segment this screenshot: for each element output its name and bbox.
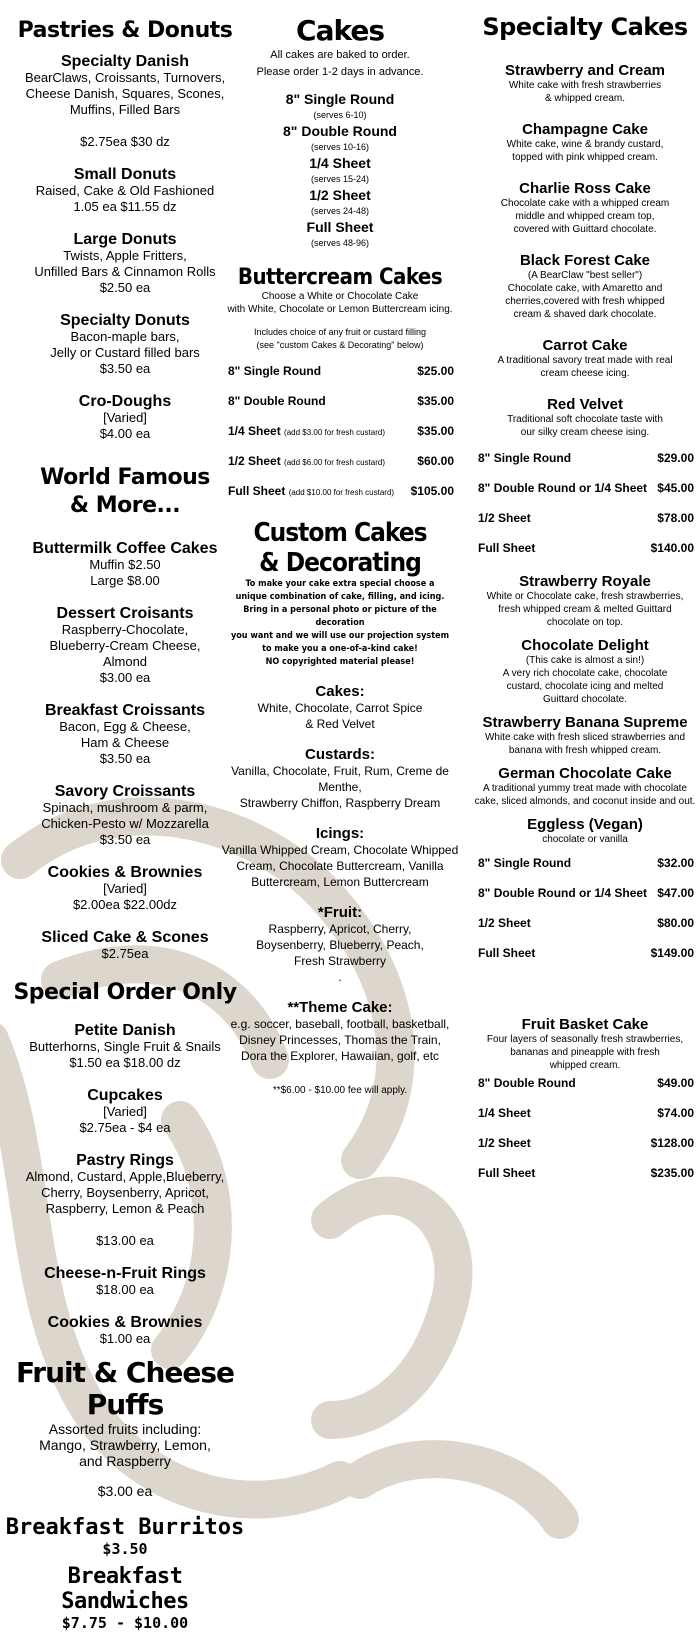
size-label	[228, 454, 385, 468]
size-label	[478, 886, 647, 900]
price-row	[470, 856, 700, 886]
custom-option	[220, 683, 460, 732]
size-label	[228, 364, 321, 378]
item-title: Small Donuts	[73, 166, 177, 184]
cake-description: White or Chocolate cake, fresh strawberries,	[486, 590, 684, 602]
option-title: **Theme Cake:	[287, 999, 393, 1017]
price-row	[470, 1136, 700, 1166]
size-name: 1/2 Sheet	[478, 915, 531, 930]
size-price: $29.00	[657, 450, 694, 465]
item-title: Cheese-n-Fruit Rings	[44, 1264, 206, 1282]
option-description: Cream, Chocolate Buttercream, Vanilla	[236, 859, 444, 874]
option-description: Vanilla Whipped Cream, Chocolate Whipped	[221, 843, 459, 858]
price-row	[470, 886, 700, 916]
theme-fee-note: **$6.00 - $10.00 fee will apply.	[272, 1085, 408, 1097]
cake-item	[470, 637, 700, 706]
item-price: $18.00 ea	[96, 1281, 154, 1297]
cake-title: German Chocolate Cake	[498, 764, 672, 782]
cake-description: whipped cream.	[549, 1059, 621, 1071]
option-description: Vanilla, Chocolate, Fruit, Rum, Creme de Menthe,	[231, 764, 449, 795]
custom-note-line: you want and we will use our projection system	[230, 631, 450, 642]
custom-note-line: unique combination of cake, filling, and icing.	[235, 592, 445, 603]
cake-item	[470, 1016, 700, 1072]
cake-description: Chocolate cake with a whipped cream	[500, 197, 670, 209]
item-title: Petite Danish	[74, 1021, 176, 1039]
menu-item	[0, 702, 250, 767]
size-name: 1/2 Sheet	[309, 186, 371, 203]
size-name: Full Sheet	[478, 945, 536, 960]
size-label	[478, 541, 535, 555]
heading-line: Custom Cakes	[253, 518, 427, 549]
size-price: $128.00	[650, 1135, 694, 1150]
size-price: $49.00	[657, 1075, 694, 1090]
custom-option	[220, 999, 460, 1064]
item-price: $2.00ea $22.00dz	[72, 897, 178, 913]
cake-description: A very rich chocolate cake, chocolate	[502, 667, 668, 679]
size-price: $35.00	[417, 424, 454, 439]
size-price: $80.00	[657, 915, 694, 930]
item-description: Muffin $2.50	[89, 557, 161, 573]
size-label	[478, 1136, 531, 1150]
cake-description: bananas and pineapple with fresh	[510, 1046, 660, 1058]
buttercream-note-line: Choose a White or Chocolate Cake	[261, 291, 419, 303]
cake-description: A traditional yummy treat made with chocolate	[483, 782, 687, 794]
menu-item	[0, 929, 250, 962]
breakfast-burritos	[0, 1515, 250, 1558]
item-price: $2.75ea - $4 ea	[79, 1119, 171, 1135]
item-price: $7.75 - $10.00	[61, 1614, 189, 1633]
size-price: $105.00	[410, 484, 454, 499]
size-serves: (serves 24-48)	[310, 205, 370, 216]
cake-description: chocolate on top.	[546, 616, 624, 628]
buttercream-note-line: Includes choice of any fruit or custard filling	[253, 327, 427, 338]
middle-column	[220, 0, 460, 1097]
menu-item	[0, 231, 250, 296]
menu-item	[0, 393, 250, 442]
item-price: $3.50	[102, 1539, 148, 1558]
item-title: Cookies & Brownies	[47, 1313, 203, 1331]
price-row	[470, 1166, 700, 1196]
option-description: & Red Velvet	[305, 717, 375, 732]
item-description: Muffins, Filled Bars	[69, 102, 181, 118]
size-price: $149.00	[650, 945, 694, 960]
size-price: $32.00	[657, 855, 694, 870]
cake-title: Strawberry Royale	[519, 572, 651, 590]
cake-description: banana with fresh whipped cream.	[508, 744, 662, 756]
custom-note-line: Bring in a personal photo or picture of the decoration	[243, 605, 437, 629]
option-description: e.g. soccer, baseball, football, basketball,	[230, 1017, 450, 1032]
item-description: Almond	[102, 654, 148, 670]
size-label	[478, 1076, 576, 1090]
cake-description: cream & shaved dark chocolate.	[513, 308, 657, 320]
size-label	[478, 946, 535, 960]
menu-item	[0, 312, 250, 377]
option-title: Icings:	[315, 825, 365, 843]
price-row	[220, 484, 460, 514]
item-description: Spinach, mushroom & parm,	[42, 800, 208, 816]
cake-description: White cake with fresh strawberries	[508, 79, 662, 91]
menu-item	[0, 1152, 250, 1249]
item-price: $13.00 ea	[96, 1232, 154, 1248]
cake-item	[470, 765, 700, 808]
item-price: $3.50 ea	[99, 751, 151, 767]
cake-description: cake, sliced almonds, and coconut inside and out.	[474, 795, 696, 807]
fruit-cheese-puffs	[0, 1357, 250, 1499]
item-price: $2.50 ea	[99, 280, 151, 296]
custom-option	[220, 904, 460, 985]
price-row	[470, 1076, 700, 1106]
cake-item	[470, 396, 700, 439]
cake-description: chocolate or vanilla	[542, 833, 628, 845]
size-label	[478, 856, 571, 870]
cake-title: Black Forest Cake	[519, 251, 651, 269]
item-description: Raised, Cake & Old Fashioned	[35, 183, 215, 199]
custom-option	[220, 746, 460, 811]
item-title: Cro-Doughs	[78, 393, 172, 411]
item-price: $3.00 ea	[97, 1482, 153, 1499]
cake-title: Red Velvet	[547, 395, 623, 413]
menu-item	[0, 1087, 250, 1136]
size-price: $47.00	[657, 885, 694, 900]
item-description: BearClaws, Croissants, Turnovers,	[24, 70, 226, 86]
size-name: 1/2 Sheet	[228, 454, 281, 469]
cake-description: Four layers of seasonally fresh strawberries,	[486, 1033, 684, 1045]
item-description: and Raspberry	[79, 1452, 171, 1469]
fruit-basket-price-list	[470, 1076, 700, 1196]
size-name: 8" Single Round	[478, 855, 572, 870]
item-price: $4.00 ea	[99, 426, 151, 442]
section-heading-buttercream: Buttercream Cakes	[237, 264, 443, 290]
menu-item	[0, 605, 250, 686]
specialty-price-list-1	[470, 451, 700, 571]
size-name: Full Sheet	[478, 540, 536, 555]
price-row	[470, 511, 700, 541]
size-serves: (serves 10-16)	[310, 141, 370, 152]
menu-item	[0, 864, 250, 913]
title-line: Fruit & Cheese	[15, 1355, 235, 1389]
item-description: Mango, Strawberry, Lemon,	[39, 1436, 211, 1453]
item-description: Ham & Cheese	[80, 735, 170, 751]
size-name: 8" Double Round or 1/4 Sheet	[478, 480, 648, 495]
item-title: Buttermilk Coffee Cakes	[32, 540, 218, 558]
size-note: (add $6.00 for fresh custard)	[284, 458, 385, 468]
size-name: 8" Double Round	[478, 1075, 576, 1090]
option-description: Boysenberry, Blueberry, Peach,	[256, 938, 424, 953]
size-price: $35.00	[417, 394, 454, 409]
cake-item	[470, 337, 700, 380]
option-title: *Fruit:	[317, 904, 363, 922]
custom-note-line: To make your cake extra special choose a	[245, 579, 435, 590]
item-description: Blueberry-Cream Cheese,	[49, 638, 201, 654]
item-description: Bacon, Egg & Cheese,	[59, 719, 191, 735]
size-price: $140.00	[650, 540, 694, 555]
price-row	[470, 541, 700, 571]
size-price: $74.00	[657, 1105, 694, 1120]
size-name: 1/4 Sheet	[478, 1105, 531, 1120]
heading-line: World Famous	[40, 465, 210, 491]
item-title: Specialty Donuts	[60, 312, 190, 330]
cake-title: Champagne Cake	[522, 120, 648, 138]
option-description: White, Chocolate, Carrot Spice	[257, 701, 423, 716]
cake-title: Strawberry Banana Supreme	[482, 713, 688, 731]
size-name: Full Sheet	[228, 484, 286, 499]
price-row	[220, 424, 460, 454]
section-heading-special-order: Special Order Only	[13, 980, 237, 1006]
size-name: Full Sheet	[478, 1165, 536, 1180]
right-column	[470, 0, 700, 1196]
price-row	[220, 364, 460, 394]
price-row	[470, 946, 700, 976]
item-title: Breakfast Croissants	[44, 702, 206, 720]
menu-item	[0, 166, 250, 215]
item-description: [Varied]	[103, 881, 147, 897]
option-description: Strawberry Chiffon, Raspberry Dream	[239, 796, 441, 811]
option-description: Buttercream, Lemon Buttercream	[251, 875, 429, 890]
item-price: $3.50 ea	[99, 361, 151, 377]
price-row	[220, 394, 460, 424]
size-name: 8" Single Round	[228, 364, 322, 379]
cake-description: (This cake is almost a sin!)	[525, 654, 645, 666]
size-label	[478, 511, 531, 525]
cake-description: & whipped cream.	[544, 92, 626, 104]
size-name: Full Sheet	[306, 218, 374, 235]
item-description: Cheese Danish, Squares, Scones,	[25, 86, 225, 102]
custom-note-line: to make you a one-of-a-kind cake!	[262, 644, 418, 655]
size-label	[478, 1166, 535, 1180]
cake-description: White cake, wine & brandy custard,	[506, 138, 664, 150]
item-title: Sliced Cake & Scones	[41, 929, 209, 947]
option-description: Dora the Explorer, Hawaiian, golf, etc	[240, 1049, 440, 1064]
item-description: Chicken-Pesto w/ Mozzarella	[41, 816, 209, 832]
buttercream-note-line: with White, Chocolate or Lemon Buttercream icing.	[227, 304, 453, 316]
cake-title: Strawberry and Cream	[504, 61, 666, 79]
cake-description: cream cheese icing.	[540, 367, 630, 379]
item-description: Bacon-maple bars,	[70, 329, 180, 345]
item-description: Raspberry, Lemon & Peach	[45, 1200, 205, 1216]
size-serves: (serves 48-96)	[310, 237, 370, 248]
size-price: $78.00	[657, 510, 694, 525]
cake-description: fresh whipped cream & melted Guittard	[498, 603, 672, 615]
menu-item	[0, 1314, 250, 1347]
size-label	[478, 481, 647, 495]
size-price: $45.00	[657, 480, 694, 495]
option-title: Cakes:	[315, 683, 365, 701]
size-label	[478, 916, 531, 930]
custom-note-line: NO copyrighted material please!	[265, 657, 415, 668]
cake-description: our silky cream cheese ising.	[520, 426, 650, 438]
size-name: 8" Single Round	[478, 450, 572, 465]
size-name: 1/2 Sheet	[478, 510, 531, 525]
custom-option	[220, 825, 460, 890]
item-description: Almond, Custard, Apple,Blueberry,	[25, 1168, 225, 1184]
price-row	[470, 1106, 700, 1136]
price-row	[470, 481, 700, 511]
section-heading-custom-cakes	[220, 518, 460, 578]
section-heading-world-famous	[0, 464, 250, 520]
size-serves: (serves 6-10)	[313, 109, 367, 120]
cake-item	[470, 714, 700, 757]
item-description: Twists, Apple Fritters,	[63, 248, 187, 264]
item-title	[0, 1357, 250, 1421]
item-description: Butterhorns, Single Fruit & Snails	[29, 1038, 221, 1054]
item-description: Raspberry-Chocolate,	[61, 622, 189, 638]
cake-description: middle and whipped cream top,	[515, 210, 655, 222]
size-note: (add $3.00 for fresh custard)	[284, 428, 385, 438]
size-serves: (serves 15-24)	[310, 173, 370, 184]
item-description: [Varied]	[103, 410, 147, 426]
item-title: Cupcakes	[87, 1086, 163, 1104]
section-heading-specialty-cakes: Specialty Cakes	[482, 13, 688, 41]
cake-title: Chocolate Delight	[521, 636, 649, 654]
size-label	[228, 394, 326, 408]
cake-description: (A BearClaw "best seller")	[527, 269, 643, 281]
cake-description: cherries,covered with fresh whipped	[505, 295, 665, 307]
size-name: 1/4 Sheet	[228, 424, 281, 439]
item-price: 1.05 ea $11.55 dz	[73, 199, 177, 215]
item-title: Breakfast Sandwiches	[61, 1563, 189, 1615]
cakes-note-line: All cakes are baked to order.	[270, 48, 410, 61]
menu-item	[0, 1022, 250, 1071]
cake-item	[470, 180, 700, 236]
size-price: $60.00	[417, 454, 454, 469]
size-name: 1/2 Sheet	[478, 1135, 531, 1150]
item-title: Cookies & Brownies	[47, 864, 203, 882]
item-price: $2.75ea	[101, 946, 149, 962]
option-description: Disney Princesses, Thomas the Train,	[239, 1033, 441, 1048]
size-price: $235.00	[650, 1165, 694, 1180]
item-title: Savory Croissants	[54, 783, 196, 801]
menu-item	[0, 783, 250, 848]
cake-description: Guittard chocolate.	[543, 693, 627, 705]
item-description: [Varied]	[103, 1103, 147, 1119]
cake-item	[470, 816, 700, 846]
item-description: Large $8.00	[90, 573, 160, 589]
heading-line: & Decorating	[259, 548, 421, 579]
cake-title: Fruit Basket Cake	[521, 1015, 649, 1033]
item-description: Jelly or Custard filled bars	[50, 345, 200, 361]
cake-description: White cake with fresh sliced strawberries and	[484, 731, 686, 743]
heading-line: & More...	[69, 493, 181, 519]
buttercream-price-list	[220, 364, 460, 514]
menu-item	[0, 53, 250, 150]
item-description: Assorted fruits including:	[48, 1420, 202, 1437]
cake-description: topped with pink whipped cream.	[512, 151, 658, 163]
buttercream-note-line: (see "custom Cakes & Decorating" below)	[256, 340, 424, 351]
size-label	[478, 451, 571, 465]
option-description: Raspberry, Apricot, Cherry,	[268, 922, 412, 937]
size-label	[478, 1106, 531, 1120]
item-price: $2.75ea $30 dz	[80, 134, 170, 150]
item-price: $3.00 ea	[99, 670, 151, 686]
item-title: Breakfast Burritos	[5, 1514, 245, 1540]
item-price: $3.50 ea	[99, 832, 151, 848]
price-row	[470, 916, 700, 946]
section-heading-cakes: Cakes	[296, 14, 384, 47]
size-name: 8" Double Round	[228, 394, 326, 409]
left-column	[0, 0, 250, 1632]
specialty-price-list-2	[470, 856, 700, 976]
option-description: .	[338, 970, 342, 985]
size-name: 8" Double Round	[283, 122, 397, 139]
cake-description: Chocolate cake, with Amaretto and	[507, 282, 663, 294]
cake-description: custard, chocolate icing and melted	[506, 680, 664, 692]
title-line: Puffs	[86, 1387, 164, 1421]
size-price: $25.00	[417, 364, 454, 379]
size-label	[228, 424, 385, 438]
item-description: Cherry, Boysenberry, Apricot,	[41, 1184, 209, 1200]
item-title: Specialty Danish	[60, 53, 190, 71]
cake-title: Charlie Ross Cake	[519, 179, 651, 197]
menu-item	[0, 540, 250, 589]
cake-item	[470, 252, 700, 321]
item-title: Large Donuts	[73, 231, 177, 249]
cake-description: covered with Guittard chocolate.	[513, 223, 657, 235]
item-price: $1.50 ea $18.00 dz	[69, 1054, 181, 1070]
section-heading-pastries: Pastries & Donuts	[17, 18, 233, 43]
cake-description: A traditional savory treat made with real	[497, 354, 673, 366]
item-price: $1.00 ea	[99, 1330, 151, 1346]
item-title: Pastry Rings	[76, 1151, 174, 1169]
cake-item	[470, 121, 700, 164]
item-description: Unfilled Bars & Cinnamon Rolls	[34, 264, 216, 280]
size-name: 1/4 Sheet	[309, 154, 371, 171]
breakfast-sandwiches	[0, 1564, 250, 1633]
size-note: (add $10.00 for fresh custard)	[288, 488, 395, 498]
cake-item	[470, 573, 700, 629]
size-name: 8" Double Round or 1/4 Sheet	[478, 885, 648, 900]
menu-item	[0, 1265, 250, 1298]
option-title: Custards:	[304, 746, 375, 764]
item-title: Dessert Croisants	[56, 605, 194, 623]
cake-title: Carrot Cake	[542, 336, 628, 354]
cakes-note-line: Please order 1-2 days in advance.	[256, 65, 424, 78]
size-label	[228, 484, 394, 498]
cake-item	[470, 62, 700, 105]
price-row	[470, 451, 700, 481]
cake-title: Eggless (Vegan)	[527, 815, 643, 833]
cake-description: Traditional soft chocolate taste with	[507, 413, 663, 425]
size-name: 8" Single Round	[285, 90, 395, 107]
price-row	[220, 454, 460, 484]
option-description: Fresh Strawberry	[293, 954, 387, 969]
